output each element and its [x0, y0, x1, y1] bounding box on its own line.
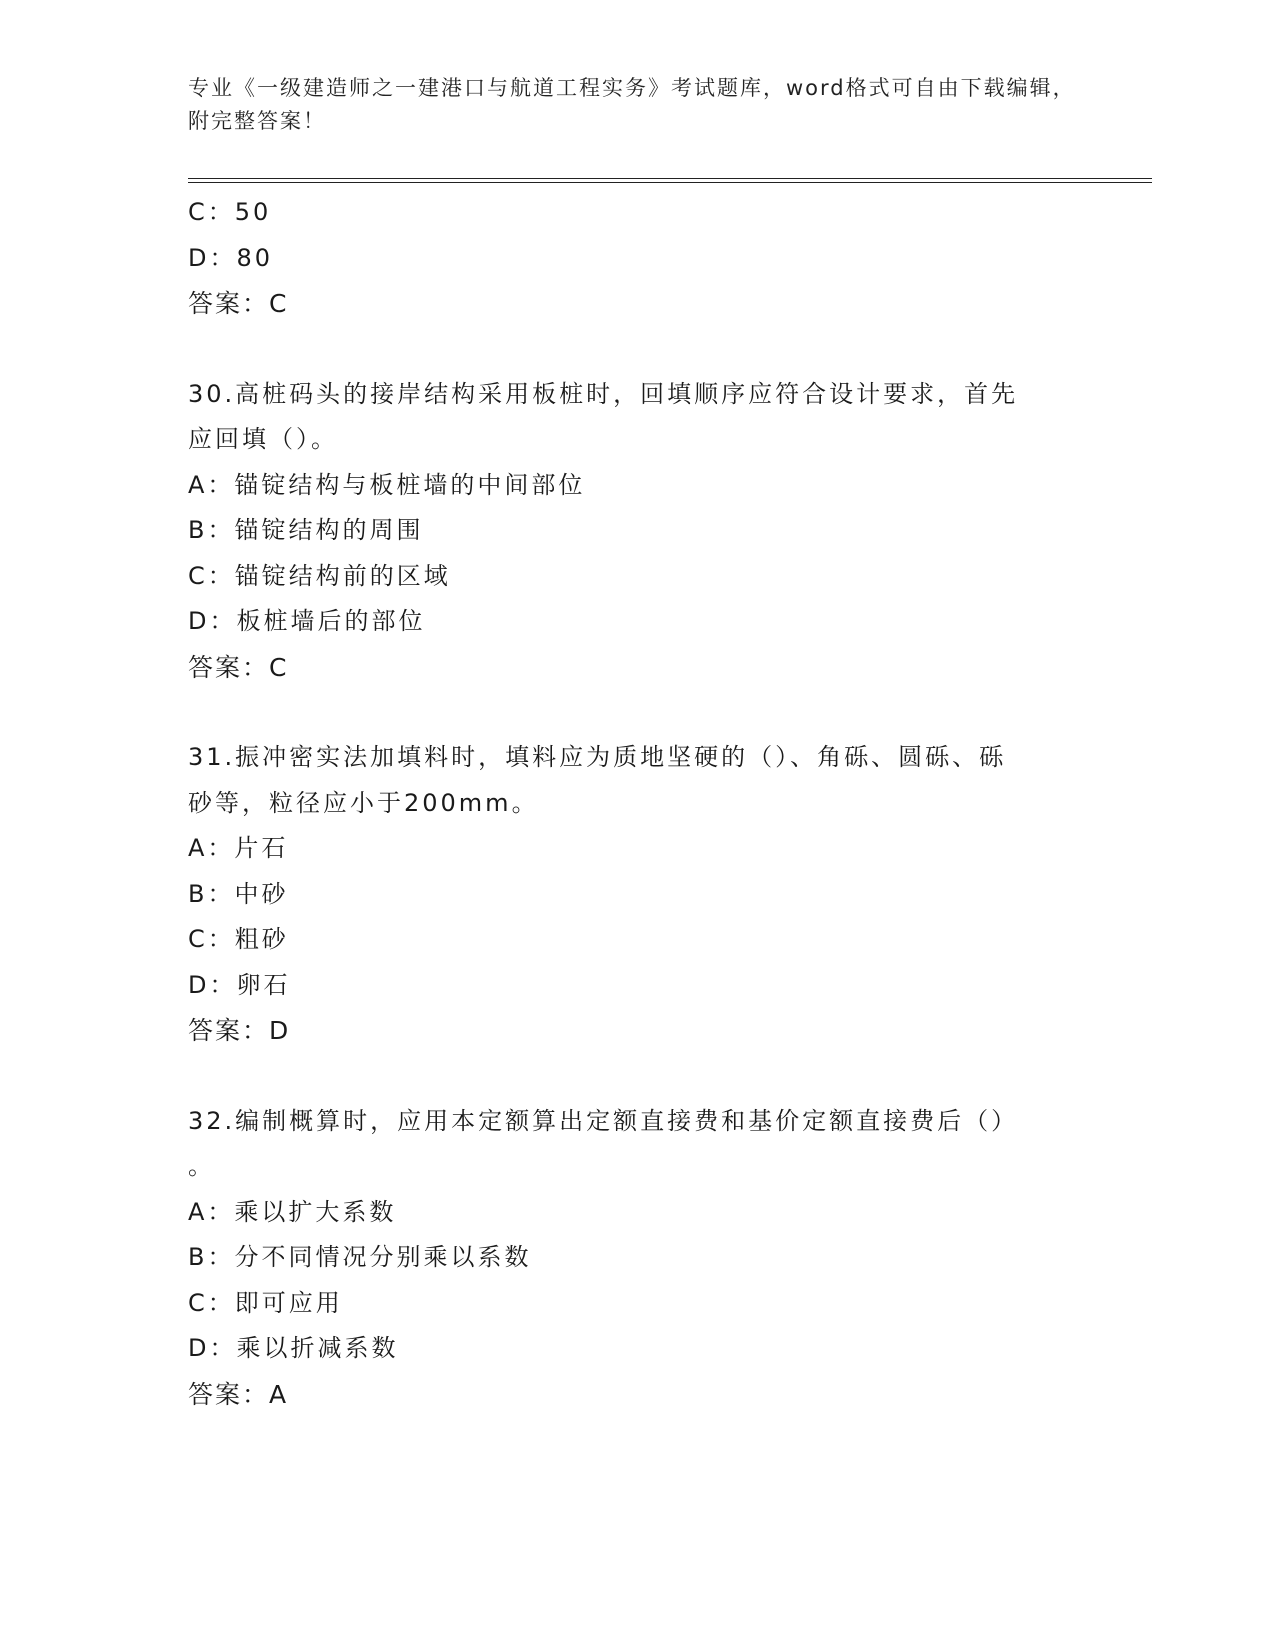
option-a: A：片石 [188, 834, 289, 862]
header-divider [188, 178, 1152, 183]
question-31 [188, 735, 1088, 1054]
answer: 答案：D [188, 1016, 291, 1045]
question-text-line-2: 砂等，粒径应小于200mm。 [188, 788, 539, 817]
option-b: B：锚锭结构的周围 [188, 516, 424, 544]
option-c: C：50 [188, 198, 272, 226]
header-title: 专业《一级建造师之一建港口与航道工程实务》考试题库，word格式可自由下载编辑，附完整答案！ [188, 76, 1076, 133]
spacer [188, 690, 1088, 735]
question-32 [188, 1099, 1088, 1418]
option-c: C：粗砂 [188, 925, 289, 953]
option-d: D：卵石 [188, 970, 291, 999]
option-a: A：锚锭结构与板桩墙的中间部位 [188, 470, 586, 499]
option-b: B：分不同情况分别乘以系数 [188, 1243, 532, 1271]
answer: 答案：C [188, 289, 289, 318]
question-text-line-1: 32.编制概算时，应用本定额算出定额直接费和基价定额直接费后（） [188, 1106, 1019, 1135]
option-b: B：中砂 [188, 879, 289, 908]
question-text-line-2: 应回填（）。 [188, 425, 338, 453]
question-content [188, 190, 1088, 1417]
prev-question [188, 190, 1088, 327]
question-text-line-2: 。 [188, 1152, 215, 1180]
option-d: D：板桩墙后的部位 [188, 607, 426, 635]
option-a: A：乘以扩大系数 [188, 1197, 397, 1226]
option-c: C：即可应用 [188, 1288, 343, 1317]
option-c: C：锚锭结构前的区域 [188, 561, 451, 590]
page-header [188, 72, 1088, 138]
question-text-line-1: 31.振冲密实法加填料时，填料应为质地坚硬的（）、角砾、圆砾、砾 [188, 743, 1007, 771]
option-d: D：80 [188, 243, 274, 272]
answer: 答案：C [188, 652, 289, 682]
option-d: D：乘以折减系数 [188, 1334, 399, 1362]
answer: 答案：A [188, 1379, 289, 1409]
question-text-line-1: 30.高桩码头的接岸结构采用板桩时，回填顺序应符合设计要求，首先 [188, 379, 1019, 408]
spacer [188, 327, 1088, 372]
spacer [188, 1054, 1088, 1099]
question-30 [188, 372, 1088, 691]
